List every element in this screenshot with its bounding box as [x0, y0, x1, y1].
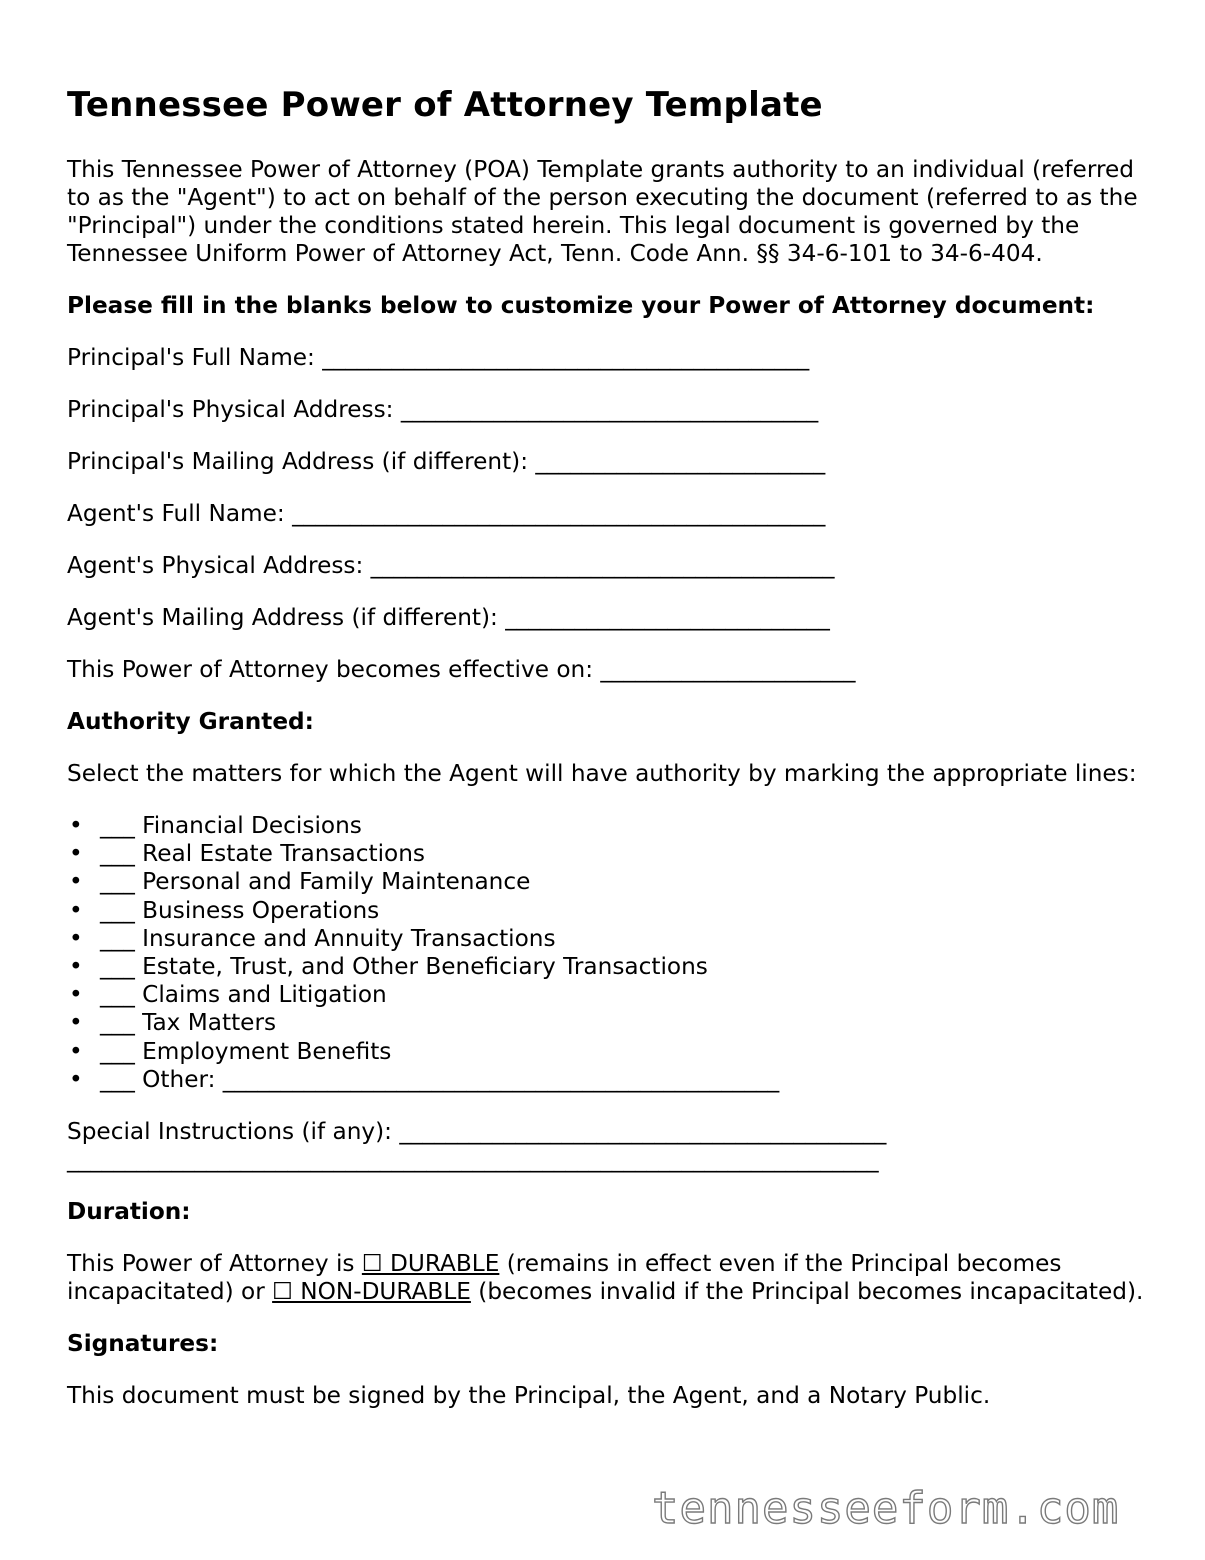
bullet-icon: •: [69, 896, 83, 924]
list-item[interactable]: • ___ Business Operations: [69, 896, 380, 924]
list-item[interactable]: • ___ Employment Benefits: [69, 1037, 392, 1065]
instructions-heading: Please fill in the blanks below to customize your Power of Attorney document:: [67, 292, 1095, 319]
list-item[interactable]: • ___ Real Estate Transactions: [69, 840, 425, 868]
duration-paragraph: This Power of Attorney is ☐ DURABLE (remains in effect even if the Principal becomes incapacitated) or ☐ NON-DURABLE (becomes invalid if the Principal becomes incapacitated).: [67, 1250, 1144, 1306]
list-item[interactable]: • ___ Estate, Trust, and Other Beneficiary Transactions: [69, 953, 708, 981]
bullet-icon: •: [69, 840, 83, 868]
list-item[interactable]: • ___ Personal and Family Maintenance: [69, 868, 531, 896]
durable-checkbox[interactable]: ☐ DURABLE: [361, 1250, 500, 1278]
principal-physical-address-field[interactable]: Principal's Physical Address: ____________________________________: [67, 396, 819, 423]
bullet-icon: •: [69, 981, 83, 1009]
bullet-icon: •: [69, 924, 83, 952]
non-durable-checkbox[interactable]: ☐ NON-DURABLE: [272, 1278, 471, 1306]
bullet-icon: •: [69, 868, 83, 896]
watermark-logo: tennesseeform.com: [652, 1483, 1120, 1534]
list-item[interactable]: • ___ Insurance and Annuity Transactions: [69, 924, 556, 952]
authority-description: Select the matters for which the Agent will have authority by marking the appropriate lines:: [67, 760, 1137, 787]
signatures-heading: Signatures:: [67, 1330, 219, 1358]
list-item[interactable]: • ___ Claims and Litigation: [69, 981, 387, 1009]
duration-heading: Duration:: [67, 1198, 191, 1226]
bullet-icon: •: [69, 1037, 83, 1065]
bullet-icon: •: [69, 1065, 83, 1093]
signatures-text: This document must be signed by the Principal, the Agent, and a Notary Public.: [67, 1382, 991, 1410]
bullet-icon: •: [69, 1009, 83, 1037]
special-instructions-line-1[interactable]: Special Instructions (if any): __________________________________________: [67, 1118, 887, 1146]
document-page: [67, 84, 1147, 1410]
authority-list: [67, 812, 1147, 1094]
special-instructions-line-2[interactable]: ______________________________________________________________________: [67, 1146, 879, 1174]
bullet-icon: •: [69, 812, 83, 839]
list-item[interactable]: • ___ Financial Decisions: [69, 812, 362, 839]
authority-heading: Authority Granted:: [67, 708, 314, 735]
principal-name-field[interactable]: Principal's Full Name: __________________________________________: [67, 344, 810, 371]
intro-paragraph: This Tennessee Power of Attorney (POA) Template grants authority to an individual (referred to as the "Agent") to act on behalf of the person executing the document (referred to as the "Principal") under the conditions stated herein. This legal document is governed by the Tennessee Uniform Power of Attorney Act, Tenn. Code Ann. §§ 34-6-101 to 34-6-404.: [67, 156, 1138, 267]
special-instructions-field[interactable]: [67, 1118, 1147, 1174]
list-item[interactable]: • ___ Other: ________________________________________________: [69, 1065, 780, 1093]
agent-name-field[interactable]: Agent's Full Name: ______________________________________________: [67, 500, 826, 527]
list-item[interactable]: • ___ Tax Matters: [69, 1009, 277, 1037]
agent-mailing-address-field[interactable]: Agent's Mailing Address (if different): ____________________________: [67, 604, 830, 631]
agent-physical-address-field[interactable]: Agent's Physical Address: ________________________________________: [67, 552, 835, 579]
principal-mailing-address-field[interactable]: Principal's Mailing Address (if different): _________________________: [67, 448, 826, 475]
bullet-icon: •: [69, 953, 83, 981]
effective-date-field[interactable]: This Power of Attorney becomes effective on: ______________________: [67, 656, 856, 683]
document-title: Tennessee Power of Attorney Template: [67, 85, 823, 125]
